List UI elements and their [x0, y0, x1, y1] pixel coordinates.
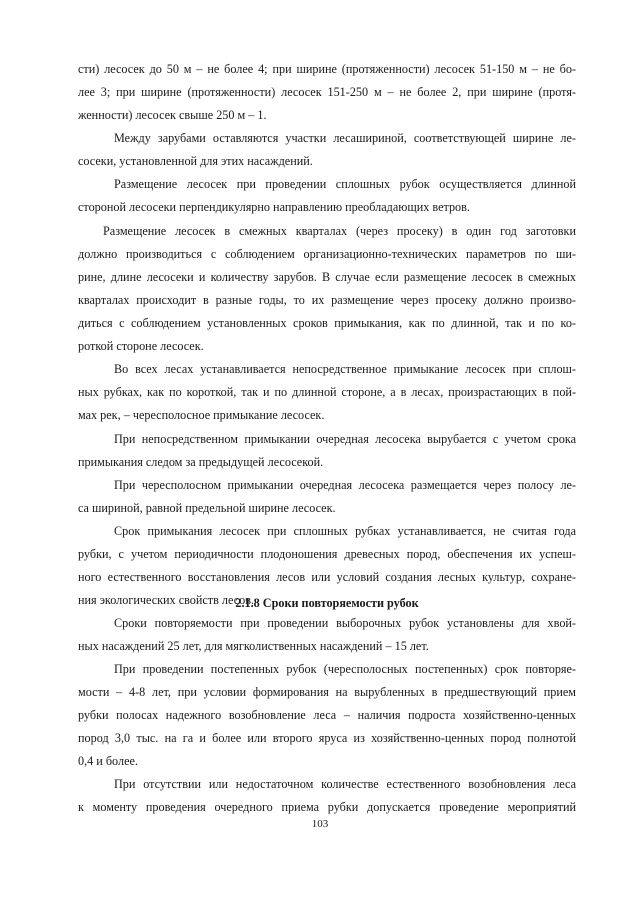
text-line: к моменту проведения очередного приема рубки допускается проведение мероприятий: [78, 800, 576, 814]
text-line: Срок примыкания лесосек при сплошных рубках устанавливается, не считая года: [114, 524, 576, 538]
text-line: диться с соблюдением установленных сроков примыкания, как по длинной, так и по ко-: [78, 316, 576, 330]
text-line: кварталах происходит в разные годы, то их размещение через просеку должно произво-: [78, 293, 576, 307]
text-line: При проведении постепенных рубок (чересполосных постепенных) срок повторяе-: [114, 662, 576, 676]
text-line: мости – 4-8 лет, при условии формирования на вырубленных в предшествующий прием: [78, 685, 576, 699]
text-line: Размещение лесосек при проведении сплошных рубок осуществляется длинной: [114, 177, 576, 191]
text-line: пород 3,0 тыс. на га и более или второго яруса из хозяйственно-ценных пород полнотой: [78, 731, 576, 745]
section-heading: 2.1.8 Сроки повторяемости рубок: [235, 596, 419, 610]
text-line: сосеки, установленной для этих насаждений.: [78, 154, 313, 168]
text-line: При чересполосном примыкании очередная лесосека размещается через полосу ле-: [114, 478, 576, 492]
text-line: Размещение лесосек в смежных кварталах (через просеку) в один год заготовки: [103, 224, 576, 238]
text-line: рубки, с учетом периодичности плодоношения древесных пород, обеспечения их успеш-: [78, 547, 576, 561]
text-line: При отсутствии или недостаточном количестве естественного возобновления леса: [114, 777, 576, 791]
text-line: женности) лесосек свыше 250 м – 1.: [78, 108, 267, 122]
text-line: сти) лесосек до 50 м – не более 4; при ширине (протяженности) лесосек 51-150 м – не бо-: [78, 62, 576, 76]
text-line: ного естественного восстановления лесов или условий создания лесных культур, сохране-: [78, 570, 576, 584]
text-line: ных рубках, как по короткой, так и по длинной стороне, а в лесах, произрастающих в пой-: [78, 385, 576, 399]
page-number: 103: [311, 818, 329, 830]
text-line: рине, длине лесосеки и количеству зарубов. В случае если размещение лесосек в смежных: [78, 270, 576, 284]
text-line: мах рек, – чересполосное примыкание лесосек.: [78, 408, 325, 422]
text-line: рубки полосах надежного возобновление леса – наличия подроста хозяйственно-ценных: [78, 708, 576, 722]
text-line: Между зарубами оставляются участки лесашириной, соответствующей ширине ле-: [114, 131, 576, 145]
text-line: ния экологических свойств лесов.: [78, 593, 255, 607]
text-line: лее 3; при ширине (протяженности) лесосек 151-250 м – не более 2, при ширине (протя-: [78, 85, 576, 99]
text-line: При непосредственном примыкании очередная лесосека вырубается с учетом срока: [114, 432, 576, 446]
text-line: примыкания следом за предыдущей лесосекой.: [78, 455, 324, 469]
text-line: ных насаждений 25 лет, для мягколиственных насаждений – 15 лет.: [78, 639, 429, 653]
text-line: са шириной, равной предельной ширине лесосек.: [78, 501, 336, 515]
text-line: роткой стороне лесосек.: [78, 339, 204, 353]
text-line: Сроки повторяемости при проведении выборочных рубок установлены для хвой-: [114, 616, 576, 630]
text-line: стороной лесосеки перпендикулярно направлению преобладающих ветров.: [78, 200, 470, 214]
text-line: Во всех лесах устанавливается непосредственное примыкание лесосек при сплош-: [114, 362, 576, 376]
text-line: должно производиться с соблюдением организационно-технических параметров по ши-: [78, 247, 576, 261]
text-line: 0,4 и более.: [78, 754, 138, 768]
